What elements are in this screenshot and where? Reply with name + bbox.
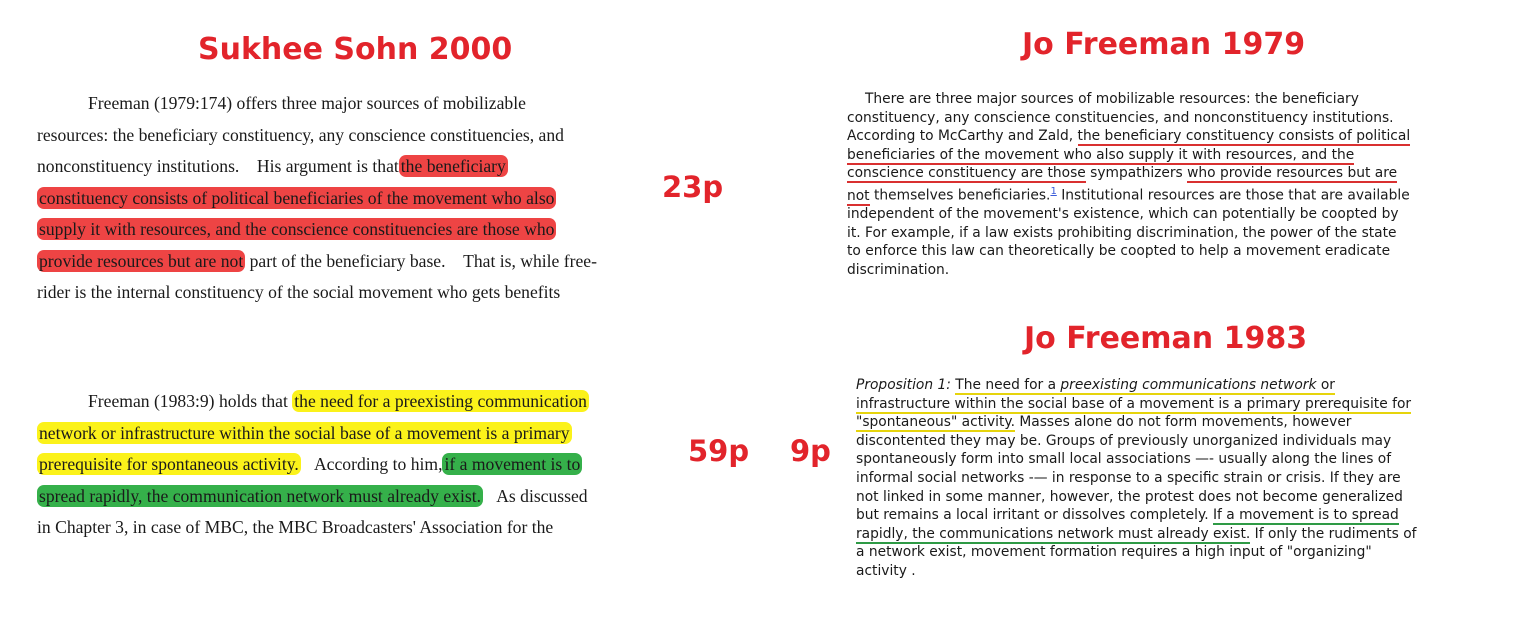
yellow-highlight: network or infrastructure within the social base of a movement is a primary: [39, 422, 570, 443]
text-line: [847, 164, 1410, 183]
text-line: [856, 413, 1417, 432]
text-line: [847, 183, 1410, 205]
text-line: activity .: [856, 562, 916, 579]
right-title-1983: Jo Freeman 1983: [1024, 321, 1308, 356]
text-line: to enforce this law can theoretically be coopted to help a movement eradicate: [847, 243, 1391, 260]
text-line: a network exist, movement formation requires a high input of "organizing": [856, 544, 1372, 561]
plain-text: According to McCarthy and Zald,: [847, 128, 1074, 145]
footnote-link[interactable]: 1: [1050, 185, 1057, 197]
page-label-59p: 59p: [688, 434, 750, 468]
page-label-9p: 9p: [790, 434, 831, 468]
text-line: [847, 146, 1410, 165]
right-title-1979: Jo Freeman 1979: [1022, 27, 1306, 62]
green-underline: If a movement is to spread: [1212, 507, 1399, 524]
text-line: resources: the beneficiary constituency, any conscience constituencies, and: [37, 124, 564, 145]
yellow-underline: The need for a preexisting communications network or: [955, 377, 1335, 393]
red-underline: beneficiaries of the movement who also supply it with resources, and the: [847, 146, 1355, 163]
text-line: [37, 214, 597, 246]
text-line: not linked in some manner, however, the protest does not become generalized: [856, 488, 1403, 505]
text-line: constituency, any conscience constituencies, and nonconstituency institutions.: [847, 109, 1394, 126]
page-label-23p: 23p: [662, 170, 724, 204]
red-underline: not: [847, 187, 870, 204]
green-underline: rapidly, the communications network must already exist.: [856, 525, 1251, 542]
red-underline: who provide resources but are: [1187, 165, 1398, 182]
red-highlight: provide resources but are not: [39, 250, 244, 271]
text-line: rider is the internal constituency of the social movement who gets benefits: [37, 282, 561, 302]
plain-text: Freeman (1983:9) holds that: [88, 391, 288, 411]
text-line: in Chapter 3, in case of MBC, the MBC Broadcasters' Association for the: [37, 517, 554, 537]
sohn-paragraph-2: [37, 386, 589, 544]
text-line: [37, 386, 589, 418]
red-highlight: the beneficiary: [400, 156, 506, 176]
left-title: Sukhee Sohn 2000: [198, 32, 513, 67]
text-line: spontaneously form into small local associations —- usually along the lines of: [856, 451, 1392, 468]
green-highlight: if a movement is to: [444, 454, 581, 474]
text-line: [856, 395, 1417, 414]
plain-text: Institutional resources are those that are available: [1061, 187, 1410, 204]
text-line: There are three major sources of mobilizable resources: the beneficiary: [865, 91, 1359, 107]
yellow-highlight: the need for a preexisting communication: [294, 391, 587, 411]
text-line: [856, 525, 1417, 544]
freeman-1983-paragraph: [856, 376, 1417, 581]
proposition-label: Proposition 1:: [856, 377, 951, 393]
text-line: [856, 376, 1417, 395]
text-line: Freeman (1979:174) offers three major sources of mobilizable: [88, 93, 526, 113]
plain-text: According to him,: [300, 454, 443, 474]
text-line: discrimination.: [847, 261, 950, 278]
plain-text: themselves beneficiaries.: [874, 187, 1051, 204]
text-line: [37, 151, 597, 183]
yellow-highlight: prerequisite for spontaneous activity.: [39, 454, 299, 474]
text-line: [37, 246, 597, 278]
text-line: [37, 418, 589, 450]
yellow-underline: "spontaneous" activity.: [856, 414, 1015, 431]
red-highlight: supply it with resources, and the conscience constituencies are those who: [39, 219, 555, 239]
plain-text: nonconstituency institutions. His argument is that: [37, 156, 399, 176]
sohn-paragraph-1: [37, 88, 597, 309]
red-underline: conscience constituency are those: [847, 165, 1086, 182]
yellow-underline: infrastructure within the social base of a movement is a primary prerequisite for: [856, 395, 1412, 412]
text-line: discontented they may be. Groups of previously unorganized individuals may: [856, 432, 1392, 449]
plain-text: sympathizers: [1090, 165, 1183, 182]
green-highlight: spread rapidly, the communication network must already exist.: [39, 485, 481, 506]
plain-text: If only the rudiments of: [1254, 525, 1417, 542]
text-line: [847, 127, 1410, 146]
plain-text: part of the beneficiary base. That is, while free-: [249, 250, 597, 271]
text-line: [37, 183, 597, 215]
text-line: it. For example, if a law exists prohibiting discrimination, the power of the state: [847, 224, 1397, 241]
red-underline: the beneficiary constituency consists of political: [1077, 128, 1411, 145]
text-line: [856, 506, 1417, 525]
text-line: informal social networks -— in response to a specific strain or crisis. If they are: [856, 469, 1401, 486]
plain-text: Masses alone do not form movements, however: [1019, 414, 1352, 431]
red-highlight: constituency consists of political beneficiaries of the movement who also: [39, 187, 555, 208]
plain-text: As discussed: [483, 485, 588, 506]
text-line: independent of the movement's existence, which can potentially be coopted by: [847, 206, 1399, 223]
text-line: [37, 481, 589, 513]
freeman-1979-paragraph: [847, 90, 1410, 280]
plain-text: but remains a local irritant or dissolves completely.: [856, 507, 1209, 524]
text-line: [37, 449, 589, 481]
